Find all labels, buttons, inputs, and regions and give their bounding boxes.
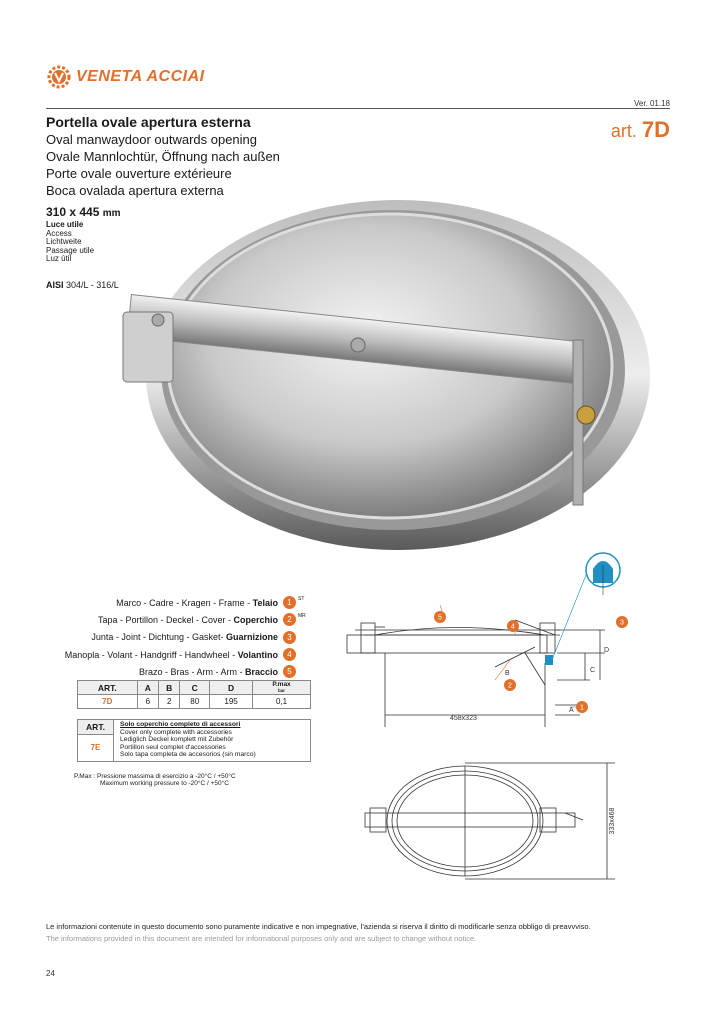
- product-titles: [46, 114, 280, 199]
- accessory-heading: Solo coperchio completo di accessori: [120, 721, 241, 728]
- table-header: B: [158, 681, 179, 695]
- part-text: Brazo - Bras - Arm - Arm - Braccio: [138, 666, 278, 677]
- dim-d-label: D: [604, 647, 610, 654]
- dimensions-table: [77, 680, 311, 709]
- table-header-row: [78, 681, 311, 695]
- article-prefix: art.: [610, 121, 637, 141]
- accessory-line: Cover only complete with accessories: [120, 728, 232, 736]
- dim-a-label: A: [569, 707, 574, 714]
- section-drawing: [345, 535, 675, 735]
- table-header: C: [180, 681, 210, 695]
- pressure-note: [74, 773, 236, 787]
- table-cell: 2: [158, 695, 179, 709]
- brand-logo: [46, 64, 221, 90]
- title-de: Ovale Mannlochtür, Öffnung nach außen: [46, 149, 280, 164]
- part-number-badge: 2: [283, 613, 296, 626]
- table-cell: 80: [180, 695, 210, 709]
- part-material-code: ST: [298, 596, 305, 602]
- accessory-line: Solo tapa completa de accesorios (sin marco): [120, 751, 256, 759]
- brand-name: VENETA ACCIAI: [76, 68, 205, 85]
- size-unit: mm: [102, 208, 121, 219]
- article-code: [611, 117, 670, 143]
- title-it: Portella ovale apertura esterna: [46, 114, 251, 130]
- table-header: ART.: [78, 681, 138, 695]
- access-labels: [46, 221, 94, 264]
- table-cell: 7D: [78, 695, 138, 709]
- disclaimer-en: The informations provided in this document are intended for informational purposes only and are subject to change without notice.: [46, 934, 477, 943]
- top-view-drawing: [345, 758, 675, 888]
- part-number-badge: 3: [283, 631, 296, 644]
- accessory-line: Portillon seul complet d'accessories: [120, 743, 226, 751]
- part-row: [40, 594, 312, 611]
- dim-b-label: B: [505, 670, 510, 677]
- access-line: Passage utile: [46, 245, 95, 255]
- dim-width-label: 458x323: [450, 715, 477, 722]
- table-header-pmax: P.max bar: [253, 681, 311, 695]
- gear-logo-icon: [46, 64, 72, 90]
- part-row: [40, 663, 312, 680]
- part-text: Manopla - Volant - Handgriff - Handwheel - Volantino: [64, 649, 278, 660]
- part-row: [40, 646, 312, 663]
- part-number-badge: 5: [283, 665, 296, 678]
- callout-5: 5: [438, 614, 442, 622]
- dim-c-label: C: [590, 667, 596, 674]
- access-heading: Luce utile: [46, 220, 84, 229]
- table-header-row: [78, 720, 311, 735]
- title-fr: Porte ovale ouverture extérieure: [46, 166, 232, 181]
- access-line: Luz útil: [46, 254, 72, 264]
- part-number-badge: 1: [283, 596, 296, 609]
- parts-list: [40, 594, 312, 680]
- product-photo: [118, 190, 658, 555]
- table-cell: 6: [137, 695, 158, 709]
- accessory-table: [77, 719, 311, 762]
- part-row: [40, 611, 312, 628]
- dim-height-label: 333x468: [609, 807, 616, 835]
- material-label: AISI: [46, 280, 64, 290]
- table-cell: 195: [210, 695, 253, 709]
- part-row: [40, 629, 312, 646]
- access-line: Access: [46, 228, 72, 238]
- table-header: ART.: [78, 720, 114, 735]
- page-number: 24: [46, 969, 55, 978]
- size-spec: [46, 205, 121, 219]
- version-label: Ver. 01.18: [633, 99, 670, 108]
- disclaimer: [46, 921, 686, 945]
- material-spec: [46, 280, 119, 290]
- part-text: Tapa - Portillon - Deckel - Cover - Coperchio: [97, 614, 278, 625]
- table-cell: 0,1: [253, 695, 311, 709]
- callout-3: 3: [620, 619, 624, 627]
- title-es: Boca ovalada apertura externa: [46, 183, 224, 198]
- table-header: A: [137, 681, 158, 695]
- size-value: 310 x 445: [46, 205, 100, 219]
- pressure-note-line: Maximum working pressure to -20°C / +50°C: [100, 780, 229, 787]
- part-text: Marco - Cadre - Kragen - Frame - Telaio: [116, 597, 278, 608]
- table-header: D: [210, 681, 253, 695]
- access-line: Lichtweite: [46, 237, 82, 247]
- header-divider: [46, 108, 670, 109]
- table-row: [78, 695, 311, 709]
- pressure-note-line: P.Max : Pressione massima di esercizio a -20°C / +50°C: [74, 773, 236, 780]
- accessory-line: Lediglich Deckel komplett mit Zubehör: [120, 736, 234, 744]
- table-cell: 7E: [78, 735, 114, 762]
- disclaimer-it: Le informazioni contenute in questo documento sono puramente indicative e non impegnative, l'azienda si riserva il diritto di modificarle senza obbligo di preavvviso.: [46, 922, 591, 931]
- article-number: 7D: [641, 117, 670, 142]
- accessory-description: [114, 720, 311, 762]
- part-number-badge: 4: [283, 648, 296, 661]
- part-text: Junta - Joint - Dichtung - Gasket- Guarnizione: [91, 632, 278, 643]
- part-material-code: MR: [298, 613, 306, 620]
- material-value: 304/L - 316/L: [66, 280, 119, 290]
- callout-2: 2: [508, 682, 512, 690]
- callout-4: 4: [511, 623, 515, 631]
- title-en: Oval manwaydoor outwards opening: [46, 132, 258, 147]
- callout-1: 1: [580, 704, 584, 712]
